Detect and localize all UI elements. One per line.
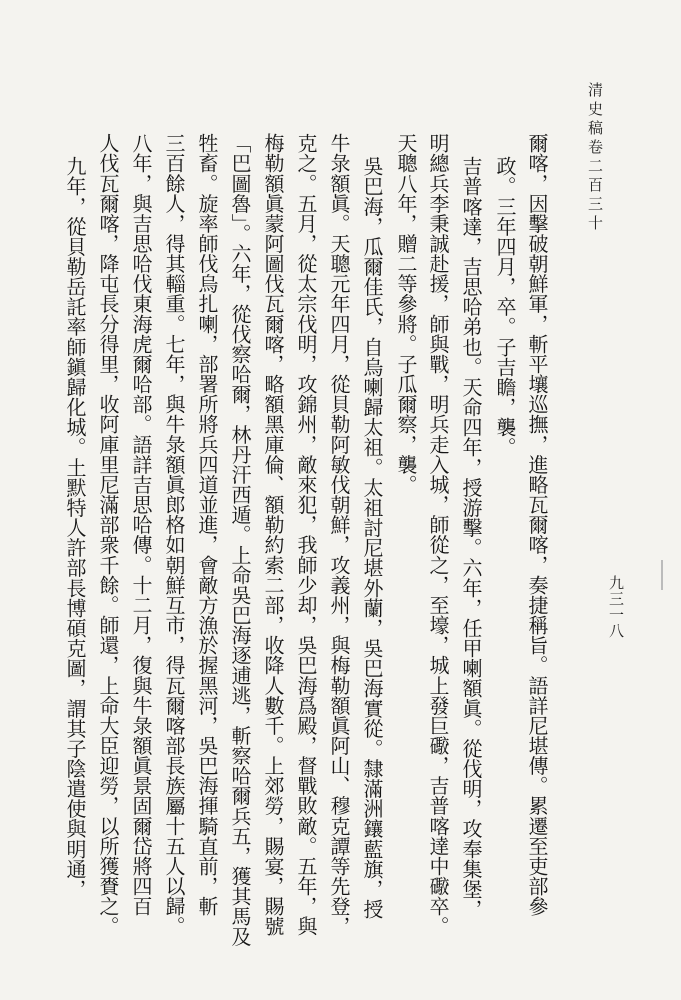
- text-column: 克之。五月，從太宗伐明，攻錦州，敵來犯，我師少却，吳巴海爲殿，督戰敗敵。五年，與: [294, 133, 318, 937]
- text-column: 九年，從貝勒岳託率師鎭歸化城。土默特人許部長博碩克圖，謂其子陰遣使與明通，: [63, 156, 87, 899]
- text-column: 天聰八年，贈二等參將。子瓜爾察，襲。: [394, 133, 418, 495]
- text-column: 「巴圖魯」。六年，從伐察哈爾，林丹汗西遁。上命吳巴海逐逋逃，斬察哈爾兵五，獲其馬及: [228, 133, 252, 947]
- text-column: 吉普喀達，吉思哈弟也。天命四年，授游擊。六年，任甲喇額眞。從伐明，攻奉集堡，: [459, 156, 483, 920]
- text-column: 八年，與吉思哈伐東海虎爾哈部。語詳吉思哈傳。十二月，復與牛彔額眞景固爾岱將四百: [129, 133, 153, 917]
- text-column: 人伐瓦爾喀，降屯長分得里，收阿庫里尼滿部衆千餘。師還，上命大臣迎勞，以所獲賚之。: [96, 133, 120, 937]
- text-column: 牲畜。旋率師伐烏扎喇，部署所將兵四道並進，會敵方漁於握黑河，吳巴海揮騎直前，斬: [195, 133, 219, 917]
- text-column: 牛彔額眞。天聰元年四月，從貝勒阿敏伐朝鮮，攻義州，與梅勒額眞阿山、穆克譚等先登，: [327, 133, 351, 937]
- text-column: 明總兵李秉誠赴援，師與戰，明兵走入城，師從之，至壕，城上發巨礮，吉普喀達中礮卒。: [426, 133, 450, 937]
- running-title: 清史稿卷二百三十: [586, 82, 604, 234]
- text-column: 爾喀，因擊破朝鮮軍，斬平壤巡撫，進略瓦爾喀，奏捷稱旨。語詳尼堪傳。累遷至吏部參: [525, 133, 549, 917]
- text-column: 三百餘人，得其輜重。七年，與牛彔額眞郎格如朝鮮互市，得瓦爾喀部長族屬十五人以歸。: [162, 133, 186, 937]
- text-column: 政。三年四月，卒。子吉瞻，襲。: [493, 156, 517, 458]
- page-number: 九三一八: [607, 575, 625, 639]
- page-fold-mark: [661, 560, 663, 590]
- text-column: 吳巴海，瓜爾佳氏，自烏喇歸太祖。太祖討尼堪外蘭，吳巴海實從。隸滿洲鑲藍旗，授: [360, 156, 384, 920]
- text-column: 梅勒額眞蒙阿圖伐瓦爾喀，略額黑庫倫、額勒約索二部，收降人數千。上郊勞，賜宴，賜號: [261, 133, 285, 937]
